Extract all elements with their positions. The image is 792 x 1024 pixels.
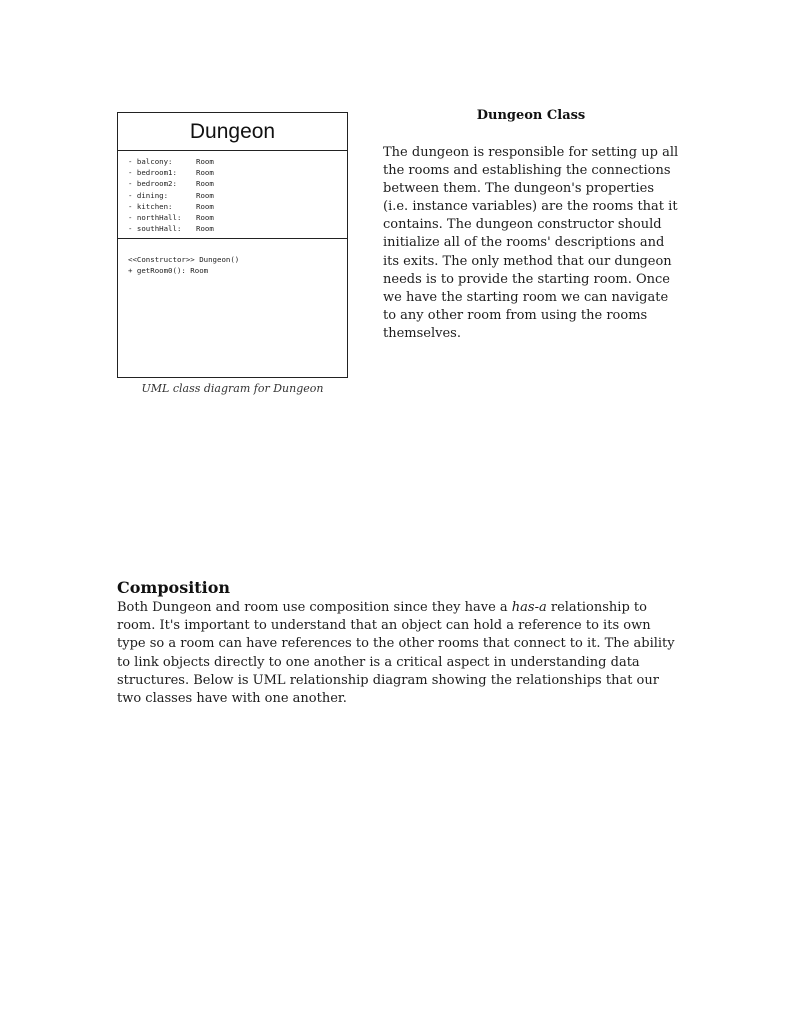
diagram-caption: UML class diagram for Dungeon xyxy=(141,382,324,395)
dungeon-description: The dungeon is responsible for setting up all the rooms and establishing the connections between them. The dungeon's properties (i.e. instance variables) are the rooms that it contains. The dungeon constructor should initialize all of the rooms' descriptions and its exits. The only method that our dungeon needs is to provide the starting room. Once we have the starting room we can navigate to any other room from using the rooms themselves. xyxy=(383,145,679,341)
uml-attributes xyxy=(118,151,347,239)
uml-class-name: Dungeon xyxy=(118,113,347,151)
uml-operation: <<Constructor>> Dungeon() xyxy=(128,255,240,264)
uml-attribute: - southHall: Room xyxy=(128,224,214,234)
has-a-emphasis: has-a xyxy=(511,600,547,615)
uml-attribute: - bedroom1: Room xyxy=(128,168,214,178)
composition-heading: Composition xyxy=(117,578,231,597)
uml-class-diagram xyxy=(117,112,348,378)
uml-attribute: - northHall: Room xyxy=(128,213,214,223)
section-title: Dungeon Class xyxy=(476,108,586,123)
uml-attribute: - balcony: Room xyxy=(128,157,214,166)
uml-operation: + getRoom0(): Room xyxy=(128,266,209,276)
uml-attribute: - kitchen: Room xyxy=(128,201,214,211)
uml-attribute: - bedroom2: Room xyxy=(128,179,214,189)
uml-attribute: - dining: Room xyxy=(128,190,214,200)
uml-operations xyxy=(118,239,347,276)
composition-paragraph: Both Dungeon and room use composition since they have a has-a relationship to room. It's important to understand that an object can hold a reference to its own type so a room can have references to the other rooms that connect to it. The ability to link objects directly to one another is a critical aspect in understanding data structures. Below is UML relationship diagram showing the relationships that our two classes have with one another. xyxy=(117,600,675,707)
